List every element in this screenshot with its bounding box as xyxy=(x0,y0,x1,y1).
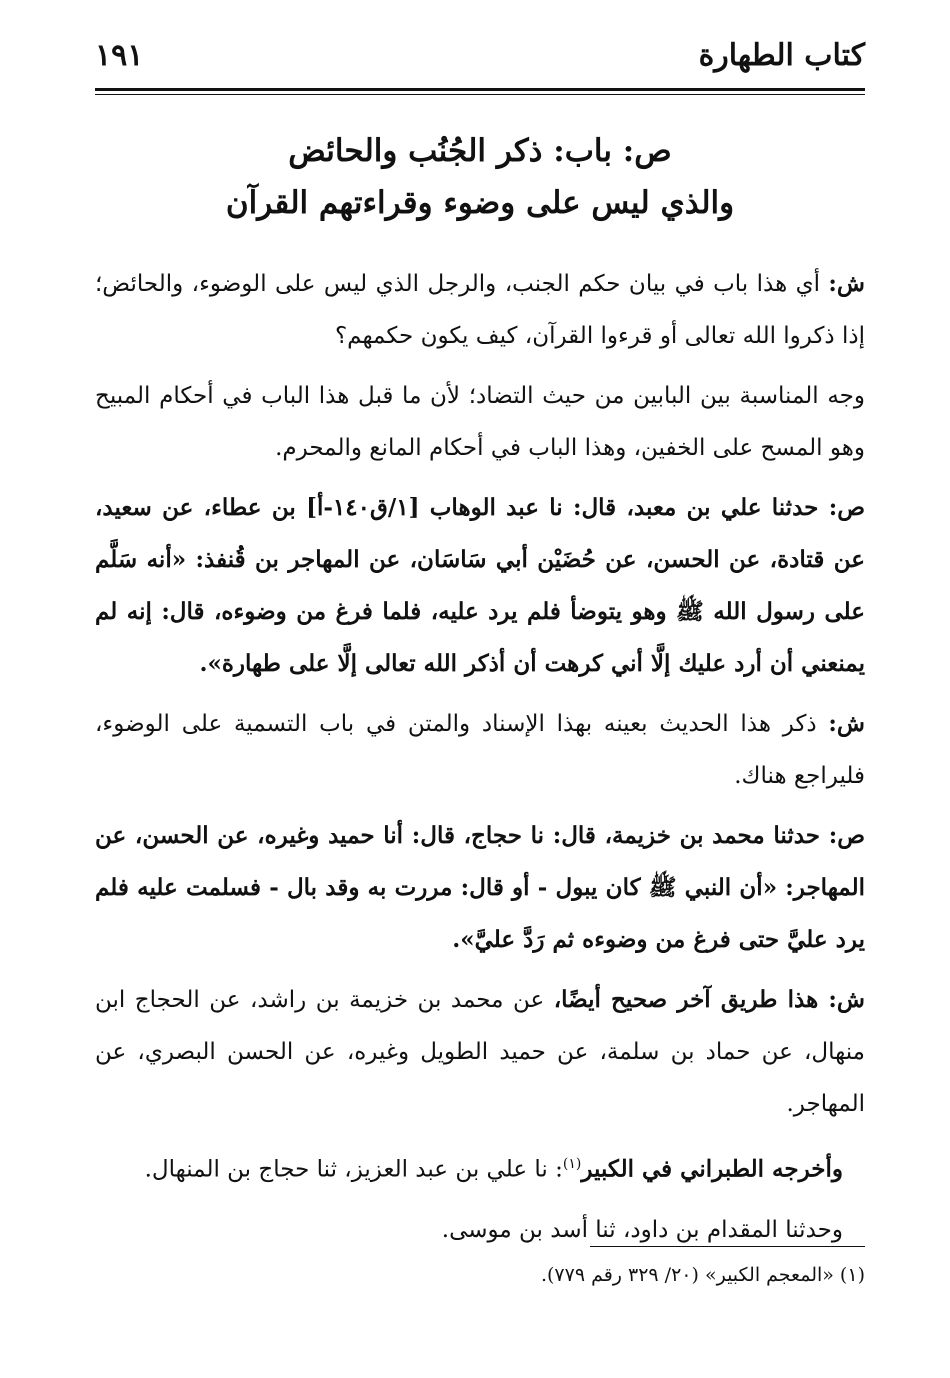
page-number: ١٩١ xyxy=(95,38,144,73)
paragraph-5 xyxy=(95,810,865,966)
paragraph-text: وجه المناسبة بين البابين من حيث التضاد؛ لأن ما قبل هذا الباب في أحكام المبيح وهو المسح على الخفين، وهذا الباب في أحكام المانع والمحرم. xyxy=(95,383,865,461)
page-header xyxy=(95,38,865,88)
paragraph-lead: ص: xyxy=(828,494,865,521)
paragraph-lead: ص: xyxy=(828,822,865,849)
paragraph-text: حدثنا محمد بن خزيمة، قال: نا حجاج، قال: أنا حميد وغيره، عن الحسن، عن المهاجر: «أن النبي ﷺ كان يبول - أو قال: مررت به وقد بال - فسلمت عليه فلم يرد عليَّ حتى فرغ من وضوءه ثم رَدَّ عليَّ». xyxy=(95,822,865,953)
paragraph-4 xyxy=(95,698,865,802)
paragraph-text: حدثنا علي بن معبد، قال: نا عبد الوهاب [١/ق١٤٠-أ] بن عطاء، عن سعيد، عن قتادة، عن الحسن، عن حُضَيْن أبي سَاسَان، عن المهاجر بن قُنفذ: «أنه سَلَّم على رسول الله ﷺ وهو يتوضأ فلم يرد عليه، فلما فرغ من وضوءه، قال: إنه لم يمنعني أن أرد عليك إلَّا أني كرهت أن أذكر الله تعالى إلَّا على طهارة». xyxy=(95,494,865,677)
footnote-ref[interactable]: (١) xyxy=(562,1156,582,1172)
paragraph-lead: ش: هذا طريق آخر صحيح أيضًا، xyxy=(553,986,865,1013)
paragraph-text: وحدثنا المقدام بن داود، ثنا أسد بن موسى. xyxy=(441,1216,843,1243)
body-text xyxy=(95,258,865,1264)
header-rule xyxy=(95,88,865,91)
paragraph-text: ذكر هذا الحديث بعينه بهذا الإسناد والمتن في باب التسمية على الوضوء، فليراجع هناك. xyxy=(95,711,865,789)
paragraph-8 xyxy=(95,1204,865,1256)
chapter-heading-line-1: ص: باب: ذكر الجُنُب والحائض xyxy=(288,133,672,169)
paragraph-text: أي هذا باب في بيان حكم الجنب، والرجل الذي ليس على الوضوء، والحائض؛ إذا ذكروا الله تعالى أو قرءوا القرآن، كيف يكون حكمهم؟ xyxy=(95,271,865,349)
footnote-text: (١) «المعجم الكبير» (٢٠/ ٣٢٩ رقم ٧٧٩). xyxy=(540,1264,865,1286)
footnote-rule xyxy=(590,1246,865,1247)
chapter-heading-line-2: والذي ليس على وضوء وقراءتهم القرآن xyxy=(225,185,735,221)
footnote xyxy=(95,1260,865,1290)
paragraph-text: عن محمد بن خزيمة بن راشد، عن الحجاج ابن منهال، عن حماد بن سلمة، عن حميد الطويل وغيره، عن الحسن البصري، عن المهاجر. xyxy=(95,987,865,1117)
paragraph-7 xyxy=(95,1138,865,1196)
paragraph-lead: وأخرجه الطبراني في الكبير xyxy=(581,1155,843,1183)
chapter-heading xyxy=(95,125,865,229)
paragraph-3 xyxy=(95,482,865,690)
book-title: كتاب الطهارة xyxy=(698,38,865,73)
paragraph-2 xyxy=(95,370,865,474)
paragraph-6 xyxy=(95,974,865,1130)
paragraph-lead: ش: xyxy=(828,270,865,297)
paragraph-lead: ش: xyxy=(828,710,865,737)
paragraph-text: : نا علي بن عبد العزيز، ثنا حجاج بن المنهال. xyxy=(144,1156,563,1183)
paragraph-1 xyxy=(95,258,865,362)
header-rule-thin xyxy=(95,94,865,95)
